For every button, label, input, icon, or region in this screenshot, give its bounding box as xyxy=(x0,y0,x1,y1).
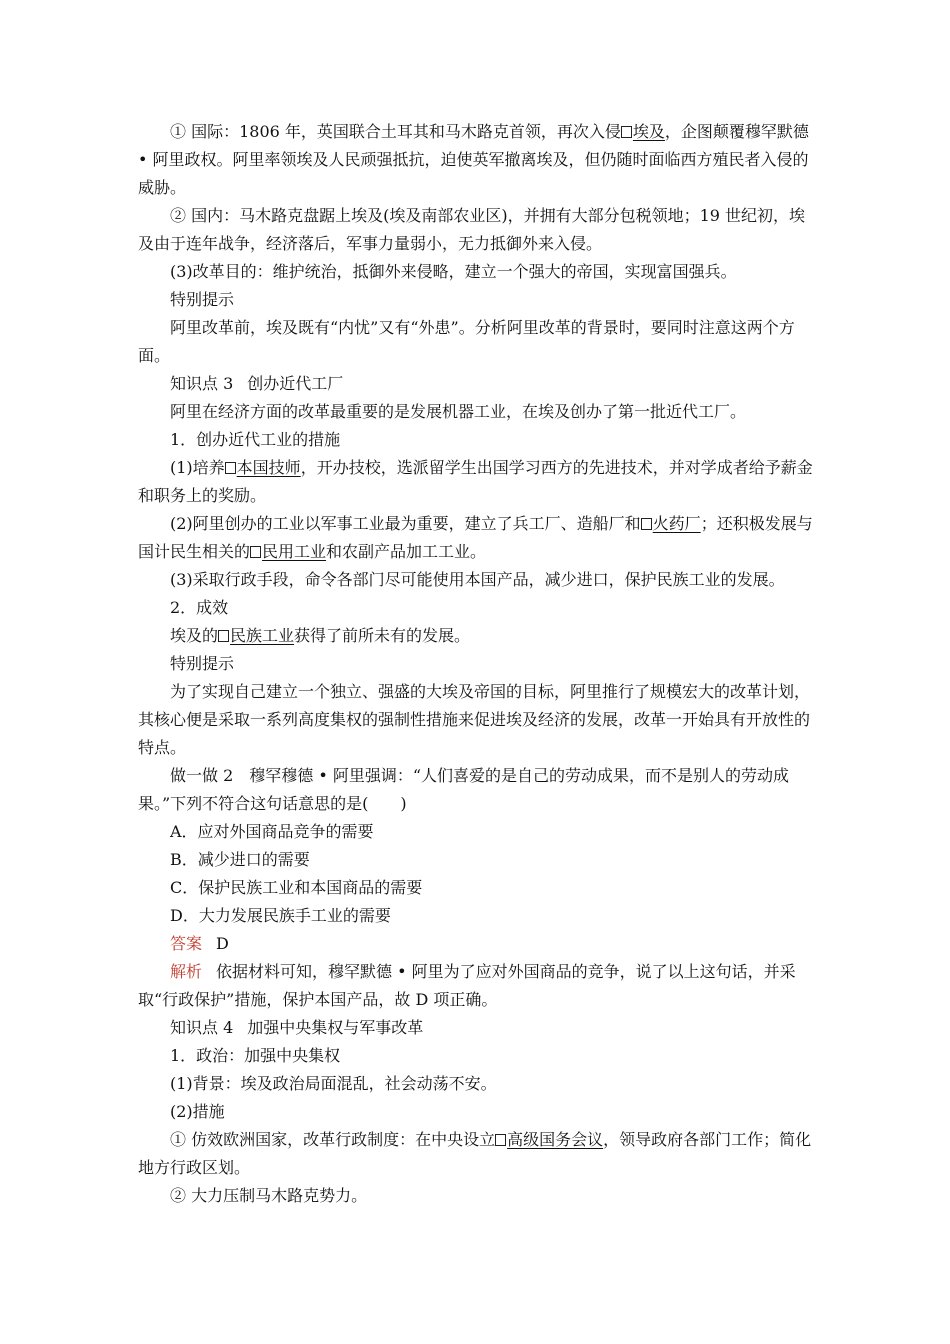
answer-value: D xyxy=(216,934,229,953)
section-measures-heading: 1．创办近代工业的措施 xyxy=(170,430,341,449)
fill-blank-civil-industry: 民用工业 xyxy=(262,542,327,561)
special-tip-text: 阿里改革前，埃及既有“内忧”又有“外患”。分析阿里改革的背景时，要同时注意这两个方面。 xyxy=(138,318,795,365)
fill-blank-state-council: 高级国务会议 xyxy=(507,1130,604,1149)
blank-box-icon xyxy=(641,518,652,530)
paragraph-suppress-mamluks: ② 大力压制马木路克势力。 xyxy=(170,1186,368,1205)
blank-box-icon xyxy=(250,546,261,558)
blank-box-icon xyxy=(218,630,229,642)
paragraph-domestic: ② 国内：马木路克盘踞上埃及(埃及南部农业区)，并拥有大部分包税领地；19 世纪初，埃及由于连年战争，经济落后，军事力量弱小，无力抵御外来入侵。 xyxy=(138,206,806,253)
knowledge-point-4-heading: 知识点 4 加强中央集权与军事改革 xyxy=(170,1018,424,1037)
special-tip-text-2: 为了实现自己建立一个独立、强盛的大埃及帝国的目标，阿里推行了规模宏大的改革计划，其核心便是采取一系列高度集权的强制性措施来促进埃及经济的发展，改革一开始具有开放性的特点。 xyxy=(138,682,811,757)
paragraph-reform-goal: (3)改革目的：维护统治，抵御外来侵略，建立一个强大的帝国，实现富国强兵。 xyxy=(170,262,737,281)
blank-box-icon xyxy=(621,126,632,138)
option-d: D．大力发展民族手工业的需要 xyxy=(170,906,391,925)
answer-line xyxy=(138,930,814,958)
special-tip-heading: 特别提示 xyxy=(170,290,235,309)
paragraph-admin-reform: ① 仿效欧洲国家，改革行政制度：在中央设立 高级国务会议，领导政府各部门工作；简化地方行政区划。 xyxy=(138,1130,812,1177)
answer-label: 答案 xyxy=(170,934,203,953)
paragraph-results: 埃及的 民族工业获得了前所未有的发展。 xyxy=(170,626,471,645)
blank-box-icon xyxy=(495,1134,506,1146)
paragraph-military-industry: (2)阿里创办的工业以军事工业最为重要，建立了兵工厂、造船厂和 火药厂；还积极发展与国计民生相关的 民用工业和农副产品加工工业。 xyxy=(138,514,813,561)
special-tip-heading-2: 特别提示 xyxy=(170,654,235,673)
paragraph-train-technicians: (1)培养 本国技师，开办技校，选派留学生出国学习西方的先进技术，并对学成者给予薪金和职务上的奖励。 xyxy=(138,458,813,505)
fill-blank-technicians: 本国技师 xyxy=(236,458,301,477)
exercise-question: 做一做 2 穆罕穆德 • 阿里强调：“人们喜爱的是自己的劳动成果，而不是别人的劳动成果。”下列不符合这句话意思的是( ) xyxy=(138,766,790,813)
option-b: B．减少进口的需要 xyxy=(170,850,310,869)
option-a: A．应对外国商品竞争的需要 xyxy=(170,822,374,841)
paragraph-politics-background: (1)背景：埃及政治局面混乱，社会动荡不安。 xyxy=(170,1074,497,1093)
paragraph-administrative: (3)采取行政手段，命令各部门尽可能使用本国产品，减少进口，保护民族工业的发展。 xyxy=(170,570,785,589)
section-politics-heading: 1．政治：加强中央集权 xyxy=(170,1046,341,1065)
paragraph-international: ① 国际：1806 年，英国联合土耳其和马木路克首领，再次入侵 埃及，企图颠覆穆罕默德 • 阿里政权。阿里率领埃及人民顽强抵抗，迫使英军撤离埃及，但仍随时面临西方殖民者入侵的威胁。 xyxy=(138,122,809,197)
fill-blank-powder-factory: 火药厂 xyxy=(652,514,701,533)
document-body xyxy=(138,118,814,1210)
analysis-paragraph: 解析 依据材料可知，穆罕默德 • 阿里为了应对外国商品的竞争，说了以上这句话，并采取“行政保护”措施，保护本国产品，故 D 项正确。 xyxy=(138,962,796,1009)
option-c: C．保护民族工业和本国商品的需要 xyxy=(170,878,423,897)
analysis-label: 解析 xyxy=(170,962,203,981)
blank-box-icon xyxy=(225,462,236,474)
paragraph-politics-measures: (2)措施 xyxy=(170,1102,225,1121)
knowledge-point-3-heading: 知识点 3 创办近代工厂 xyxy=(170,374,344,393)
fill-blank-national-industry: 民族工业 xyxy=(230,626,295,645)
paragraph-economy-intro: 阿里在经济方面的改革最重要的是发展机器工业，在埃及创办了第一批近代工厂。 xyxy=(170,402,747,421)
section-results-heading: 2．成效 xyxy=(170,598,229,617)
fill-blank-egypt: 埃及 xyxy=(632,122,665,141)
